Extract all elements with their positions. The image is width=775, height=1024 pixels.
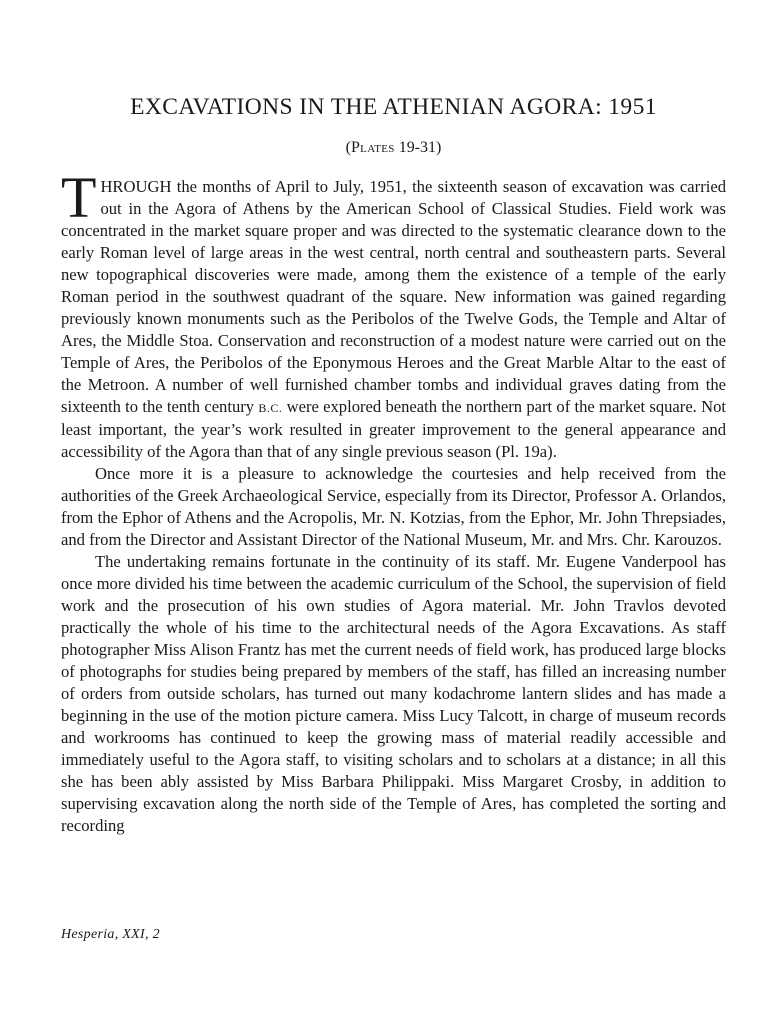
- paragraph-1-text-b: were explored beneath the northern part of the market square. Not least important, the year’s work resulted in greater improvement to the general appearance and accessibility of the Agora than that of any single previous season (Pl. 19a).: [61, 397, 726, 461]
- paragraph-3: The undertaking remains fortunate in the continuity of its staff. Mr. Eugene Vanderpool has once more divided his time between the academic curriculum of the School, the supervision of field work and the prosecution of his own studies of Agora material. Mr. John Travlos devoted practically the whole of his time to the architectural needs of the Agora Excavations. As staff photographer Miss Alison Frantz has met the current needs of field work, has produced large blocks of photographs for studies being prepared by members of the staff, has filled an increasing number of orders from outside scholars, has turned out many kodachrome lantern slides and has made a beginning in the use of the motion picture camera. Miss Lucy Talcott, in charge of museum records and workrooms has continued to keep the growing mass of material readily accessible and immediately useful to the Agora staff, to visiting scholars and to scholars at a distance; in all this she has been ably assisted by Miss Barbara Philippaki. Miss Margaret Crosby, in addition to supervising excavation along the north side of the Temple of Ares, has completed the sorting and recording: [61, 552, 726, 835]
- plates-reference: [61, 138, 726, 158]
- plates-open-paren: (: [345, 139, 351, 156]
- paragraph-1: [61, 165, 726, 463]
- article-body: [61, 165, 726, 837]
- drop-cap: T: [61, 165, 97, 230]
- paragraph-2: Once more it is a pleasure to acknowledge the courtesies and help received from the authorities of the Greek Archaeological Service, especially from its Director, Professor A. Orlandos, from the Ephor of Athens and the Acropolis, Mr. N. Kotzias, from the Ephor, Mr. John Threpsiades, and from the Director and Assistant Director of the National Museum, Mr. and Mrs. Chr. Karouzos.: [61, 464, 726, 549]
- plates-numbers: 19-31): [398, 139, 442, 156]
- page: [61, 0, 726, 1024]
- journal-footer: Hesperia, XXI, 2: [61, 927, 160, 942]
- article-title: EXCAVATIONS IN THE ATHENIAN AGORA: 1951: [130, 94, 657, 120]
- plates-label: Plates: [350, 139, 395, 156]
- paragraph-1-text-a: HROUGH the months of April to July, 1951, the sixteenth season of excavation was carried out in the Agora of Athens by the American School of Classical Studies. Field work was concentrated in the market square proper and was directed to the systematic clearance down to the early Roman level of large areas in the west central, north central and southeastern parts. Several new topographical discoveries were made, among them the existence of a temple of the early Roman period in the southwest quadrant of the square. New information was gained regarding previously known monuments such as the Peribolos of the Twelve Gods, the Temple and Altar of Ares, the Middle Stoa. Conservation and reconstruction of a modest nature were carried out on the Temple of Ares, the Peribolos of the Eponymous Heroes and the Great Marble Altar to the east of the Metroon. A number of well furnished chamber tombs and individual graves dating from the sixteenth to the tenth century: [61, 177, 726, 416]
- era-abbreviation: B.C.: [258, 401, 283, 415]
